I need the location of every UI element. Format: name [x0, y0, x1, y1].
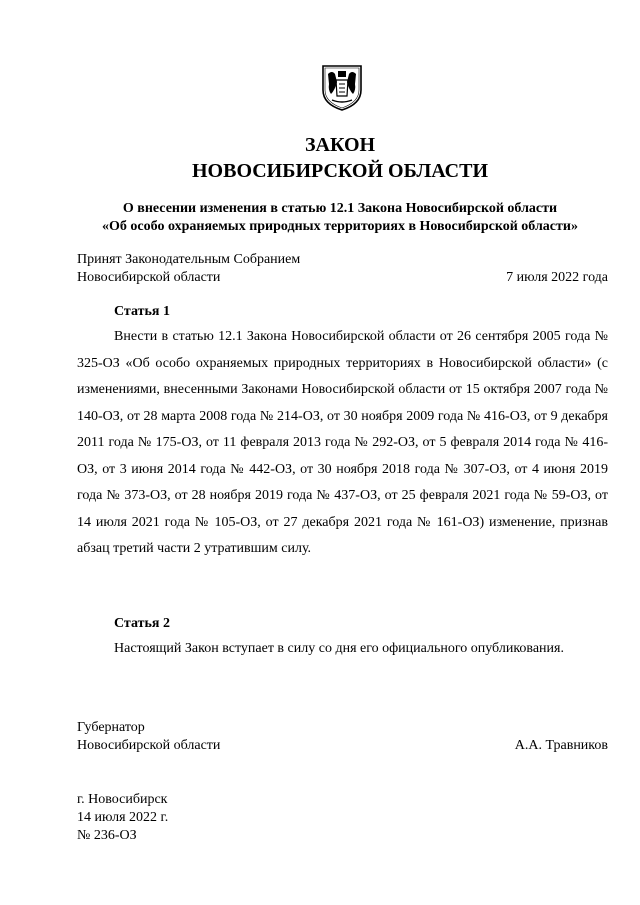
article-1-text: Внести в статью 12.1 Закона Новосибирской области от 26 сентября 2005 года № 325-ОЗ «Об особо охраняемых природных территориях в Новосибирской области» (с изменениями, внесенными Законами Новосибирской области от 15 октября 2007 года № 140-ОЗ, от 28 марта 2008 года № 214-ОЗ, от 30 ноября 2009 года № 416-ОЗ, от 9 декабря 2011 года № 175-ОЗ, от 11 февраля 2013 года № 292-ОЗ, от 5 февраля 2014 года № 416-ОЗ, от 3 июня 2014 года № 442-ОЗ, от 30 ноября 2018 года № 307-ОЗ, от 4 июня 2019 года № 373-ОЗ, от 28 ноября 2019 года № 437-ОЗ, от 25 февраля 2021 года № 59-ОЗ, от 14 июля 2021 года № 105-ОЗ, от 27 декабря 2021 года № 161-ОЗ) изменение, признав абзац третий части 2 утратившим силу. [77, 329, 608, 556]
signatory-position-region: Новосибирской области [77, 738, 221, 753]
law-subtitle: О внесении изменения в статью 12.1 Закона Новосибирской области [122, 201, 558, 216]
signatory-name: А.А. Травников [514, 738, 608, 753]
adopted-by: Принят Законодательным Собранием [77, 252, 301, 267]
law-number: № 236-ОЗ [77, 828, 137, 843]
article-2-text: Настоящий Закон вступает в силу со дня его официального опубликования. [114, 641, 564, 656]
law-subtitle-cont: «Об особо охраняемых природных территориях в Новосибирской области» [102, 219, 578, 234]
adopted-date: 7 июля 2022 года [506, 270, 608, 285]
adopted-by-region: Новосибирской области [77, 270, 221, 285]
law-title-region: НОВОСИБИРСКОЙ ОБЛАСТИ [191, 160, 489, 182]
signing-date: 14 июля 2022 г. [77, 810, 169, 825]
article-1-heading: Статья 1 [114, 304, 170, 319]
coat-of-arms-icon [319, 60, 365, 112]
signatory-position: Губернатор [77, 720, 145, 735]
article-2-heading: Статья 2 [114, 616, 170, 631]
place-of-signing: г. Новосибирск [77, 792, 168, 807]
law-title: ЗАКОН [304, 134, 376, 156]
